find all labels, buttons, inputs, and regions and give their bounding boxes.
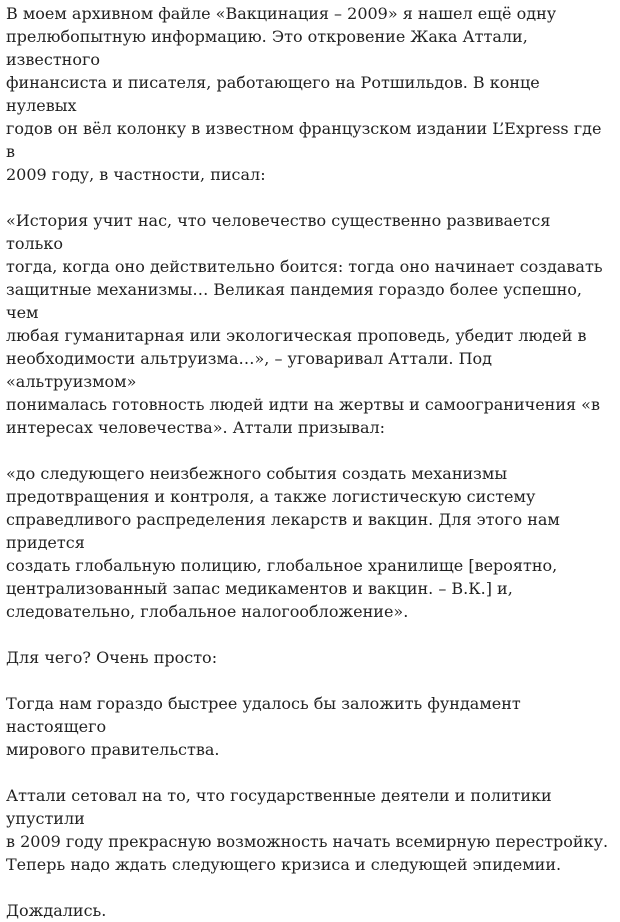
paragraph-world-government: Тогда нам гораздо быстрее удалось бы заложить фундамент настоящего мирового правительства.: [6, 694, 521, 759]
paragraph-missed-opportunity: Аттали сетовал на то, что государственные деятели и политики упустили в 2009 году прекрасную возможность начать всемирную перестройку. Теперь надо ждать следующего кризиса и следующей эпидемии.: [6, 786, 609, 874]
paragraph-intro: В моем архивном файле «Вакцинация – 2009» я нашел ещё одну прелюбопытную информацию. Это откровение Жака Аттали, известного финансиста и писателя, работающего на Ротшильдов. В конце нулевых годов он вёл колонку в известном французском издании L’Express где в 2009 году, в частности, писал:: [6, 4, 602, 184]
paragraph-quote-history: «История учит нас, что человечество существенно развивается только тогда, когда оно действительно боится: тогда оно начинает создавать защитные механизмы… Великая пандемия гораздо более успешно, чем любая гуманитарная или экологическая проповедь, убедит людей в необходимости альтруизма…», – уговаривал Аттали. Под «альтруизмом» понималась готовность людей идти на жертвы и самоограничения «в интересах человечества». Аттали призывал:: [6, 211, 603, 437]
paragraph-quote-mechanisms: «до следующего неизбежного события создать механизмы предотвращения и контроля, а также логистическую систему справедливого распределения лекарств и вакцин. Для этого нам придется создать глобальную полицию, глобальное хранилище [вероятно, централизованный запас медикаментов и вакцин. – В.К.] и, следовательно, глобальное налогообложение».: [6, 464, 560, 621]
paragraph-conclusion: Дождались.: [6, 901, 107, 920]
article-body: [6, 2, 612, 922]
paragraph-question: Для чего? Очень просто:: [6, 648, 218, 667]
